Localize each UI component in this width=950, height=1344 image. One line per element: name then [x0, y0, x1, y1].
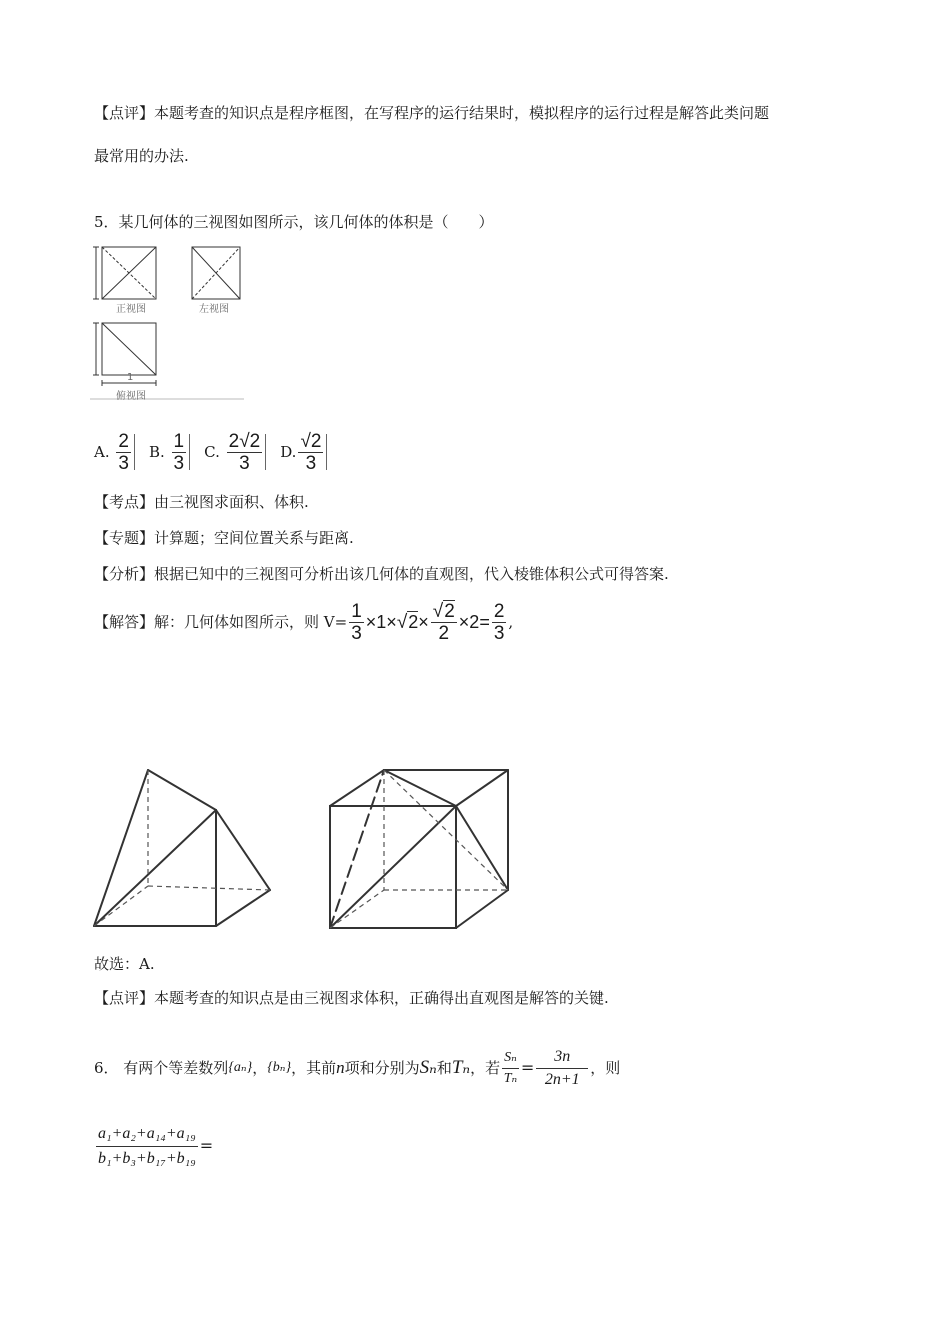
zhuanti-text: 计算题；空间位置关系与距离. — [154, 529, 354, 547]
jieda-text: 解：几何体如图所示，则 V= — [154, 613, 348, 631]
top-view-drawing — [90, 323, 244, 399]
q5-review-tag: 【点评】 — [94, 989, 155, 1007]
q6-comma: ， — [252, 1059, 268, 1077]
fenxi-text: 根据已知中的三视图可分析出该几何体的直观图，代入棱锥体积公式可得答案. — [154, 565, 669, 583]
option-c-bar — [265, 434, 266, 470]
option-b-bar — [189, 434, 190, 470]
option-d[interactable] — [280, 432, 327, 473]
option-a[interactable] — [94, 432, 135, 473]
option-c[interactable] — [204, 432, 266, 473]
review-line-1 — [94, 103, 769, 123]
q5-stem: 5．某几何体的三视图如图所示，该几何体的体积是（ ） — [94, 213, 494, 231]
q6-expr-frac: $\frac{\text{a₁+a₂+a₁₄+a₁₉}}{\text{b₁+b₃+b₁₇+b₁₉}}$ — [98, 1124, 196, 1167]
q6-stem-c: 项和分别为 — [344, 1059, 420, 1077]
review-tag: 【点评】 — [94, 104, 155, 122]
q6-T: Tₙ — [451, 1057, 471, 1078]
solid-figure-right — [324, 762, 514, 932]
solid-figure-left — [88, 762, 278, 932]
option-d-bar — [326, 434, 327, 470]
option-b-frac: $\frac{1}{3}$ — [173, 430, 185, 474]
option-a-bar — [134, 434, 135, 470]
jieda-frac-1: $\frac{1}{3}$ — [351, 600, 362, 644]
q6-he: 和 — [436, 1059, 452, 1077]
jieda-mid-3: ×2= — [458, 612, 490, 632]
option-c-letter: C. — [204, 443, 220, 461]
q6-stem-e: ，则 — [590, 1059, 621, 1077]
option-a-frac: $\frac{2}{3}$ — [118, 430, 129, 474]
zhuanti-tag: 【专题】 — [94, 529, 155, 547]
review-text-1: 本题考查的知识点是程序框图，在写程序的运行结果时，模拟程序的运行过程是解答此类问题 — [154, 104, 770, 122]
front-view-label: 正视图 — [116, 304, 146, 315]
q6-seq-b: {bₙ} — [267, 1060, 292, 1075]
option-c-frac: $\frac{2√2}{3}$ — [228, 430, 261, 474]
q5-review — [94, 988, 609, 1008]
jieda-end: , — [508, 613, 514, 631]
jieda-sqrt: √2 — [396, 611, 419, 633]
q5-review-text: 本题考查的知识点是由三视图求体积，正确得出直观图是解答的关键. — [154, 989, 609, 1007]
front-view-drawing — [93, 247, 156, 299]
kaodian-text: 由三视图求面积、体积. — [154, 493, 309, 511]
jieda-frac-3: $\frac{2}{3}$ — [493, 600, 505, 644]
jieda-mid-2: × — [418, 612, 429, 632]
q5-answer: 故选：A. — [94, 955, 155, 973]
option-b-letter: B. — [148, 443, 165, 461]
q6-ratio: $\frac{\text{Sₙ}}{\text{Tₙ}}$ — [503, 1049, 518, 1086]
top-view-label: 俯视图 — [116, 391, 146, 402]
q5-zhuanti — [94, 528, 354, 548]
q6-rhs: $\frac{3n}{2n+1}$ — [536, 1047, 588, 1090]
q5-fenxi — [94, 564, 669, 584]
option-d-frac: $\frac{√2}{3}$ — [300, 430, 322, 474]
q6-stem-b: ，其前 — [291, 1059, 337, 1077]
review-text-2: 最常用的办法. — [94, 147, 189, 165]
jieda-frac-2: $\frac{√2}{2}$ — [432, 600, 455, 644]
q6-stem-d: ，若 — [470, 1059, 501, 1077]
three-view-figure — [88, 243, 248, 403]
option-d-letter: D. — [280, 443, 297, 461]
q5-jieda — [94, 600, 513, 644]
q5-kaodian — [94, 492, 309, 512]
kaodian-tag: 【考点】 — [94, 493, 155, 511]
q6-S: Sₙ — [419, 1057, 437, 1078]
option-b[interactable] — [149, 432, 190, 473]
option-a-letter: A. — [94, 443, 110, 461]
side-view-label: 左视图 — [199, 304, 229, 315]
q6-expression — [94, 1120, 213, 1172]
q5-options — [94, 430, 341, 474]
q6-seq-a: {aₙ} — [228, 1060, 253, 1075]
top-view-dim: 1 — [127, 372, 134, 383]
q6-n: n — [336, 1058, 345, 1077]
fenxi-tag: 【分析】 — [94, 565, 155, 583]
q6-eq: = — [520, 1058, 535, 1077]
jieda-tag: 【解答】 — [94, 613, 155, 631]
q6-stem — [94, 1040, 620, 1096]
jieda-mid-1: ×1× — [365, 612, 397, 632]
side-view-drawing — [192, 247, 240, 299]
q6-stem-a: 6． 有两个等差数列 — [94, 1059, 229, 1077]
review-line-2 — [94, 146, 189, 166]
q6-expr-eq: = — [199, 1136, 214, 1155]
